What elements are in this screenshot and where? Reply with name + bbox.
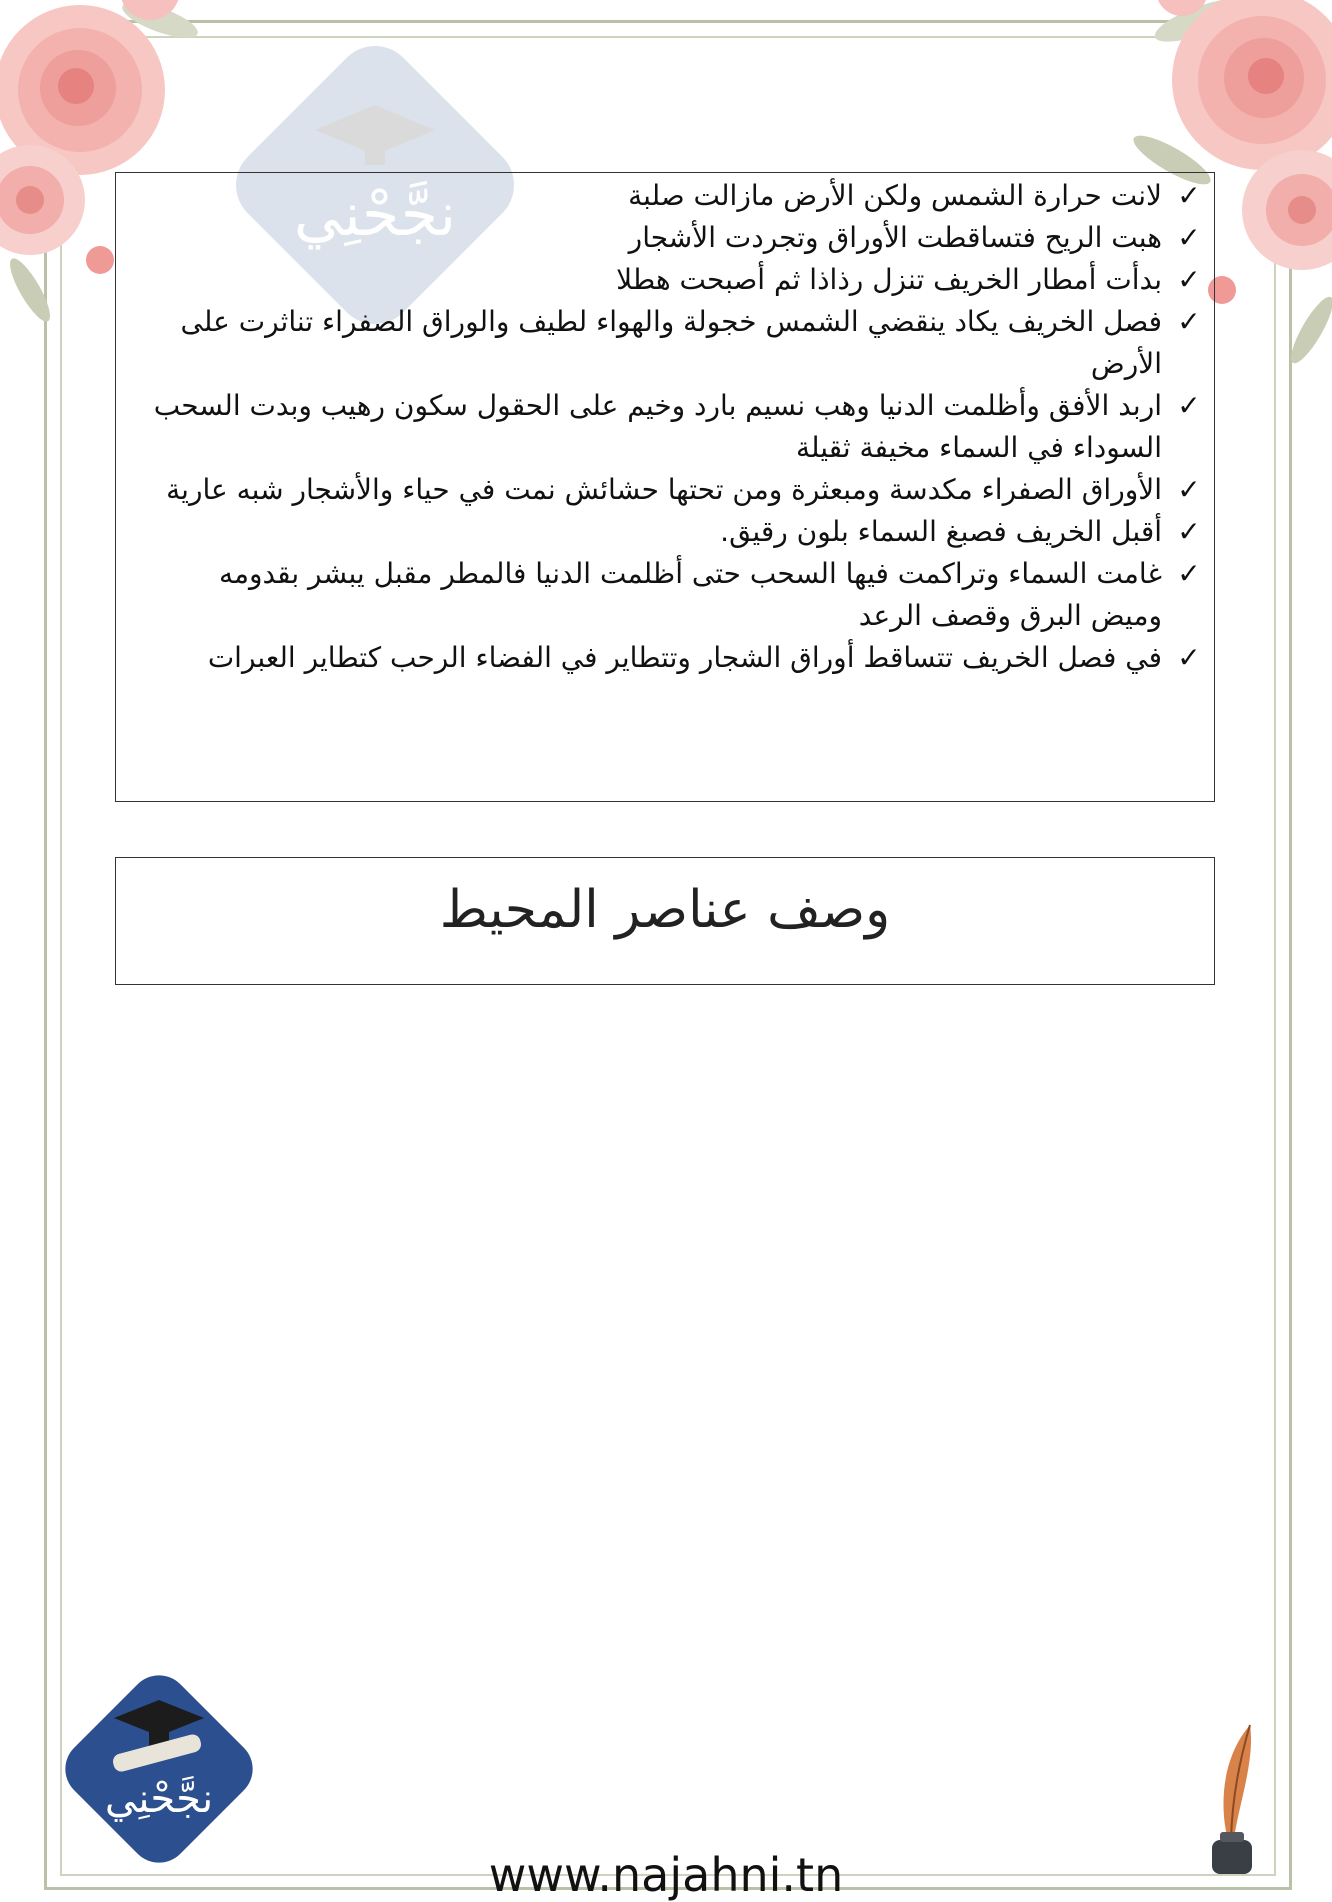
check-icon: ✓ [1177, 473, 1201, 506]
check-icon: ✓ [1177, 179, 1201, 212]
sentence-text: في فصل الخريف تتساقط أوراق الشجار وتتطاير في الفضاء الرحب كتطاير العبرات [207, 641, 1162, 674]
check-icon: ✓ [1177, 221, 1201, 254]
list-item [152, 637, 1201, 679]
sentence-text: لانت حرارة الشمس ولكن الأرض مازالت صلبة [628, 179, 1162, 212]
section-title-box [115, 857, 1215, 985]
list-item [152, 469, 1201, 511]
sentence-text: فصل الخريف يكاد ينقضي الشمس خجولة والهواء لطيف والوراق الصفراء تناثرت على الأرض [180, 305, 1162, 380]
check-icon: ✓ [1177, 557, 1201, 590]
sentence-text: أقبل الخريف فصبغ السماء بلون رقيق. [720, 515, 1162, 548]
sentence-text: هبت الريح فتساقطت الأوراق وتجردت الأشجار [628, 221, 1162, 254]
list-item [152, 385, 1201, 469]
check-icon: ✓ [1177, 263, 1201, 296]
sentence-text: غامت السماء وتراكمت فيها السحب حتى أظلمت الدنيا فالمطر مقبل يبشر بقدومه وميض البرق وقصف الرعد [218, 557, 1162, 632]
list-item [152, 175, 1201, 217]
watermark-brand: نجَّحْنِي [293, 180, 457, 250]
website-url: www.najahni.tn [488, 1848, 844, 1902]
list-item [152, 301, 1201, 385]
sentence-text: بدأت أمطار الخريف تنزل رذاذا ثم أصبحت هطلا [616, 263, 1162, 296]
list-item [152, 217, 1201, 259]
list-item [152, 511, 1201, 553]
check-icon: ✓ [1177, 389, 1201, 422]
sentence-text: الأوراق الصفراء مكدسة ومبعثرة ومن تحتها حشائش نمت في حياء والأشجار شبه عارية [166, 473, 1162, 506]
list-item [152, 259, 1201, 301]
sentences-box [115, 172, 1215, 802]
check-icon: ✓ [1177, 515, 1201, 548]
sentence-text: اربد الأفق وأظلمت الدنيا وهب نسيم بارد وخيم على الحقول سكون رهيب وبدت السحب السوداء في السماء مخيفة ثقيلة [153, 389, 1162, 464]
logo-brand: نجَّحْنِي [104, 1776, 214, 1822]
najahni-logo [52, 1662, 266, 1876]
sentence-list [152, 175, 1201, 679]
check-icon: ✓ [1177, 641, 1201, 674]
check-icon: ✓ [1177, 305, 1201, 338]
section-title: وصف عناصر المحيط [439, 880, 891, 940]
list-item [152, 553, 1201, 637]
